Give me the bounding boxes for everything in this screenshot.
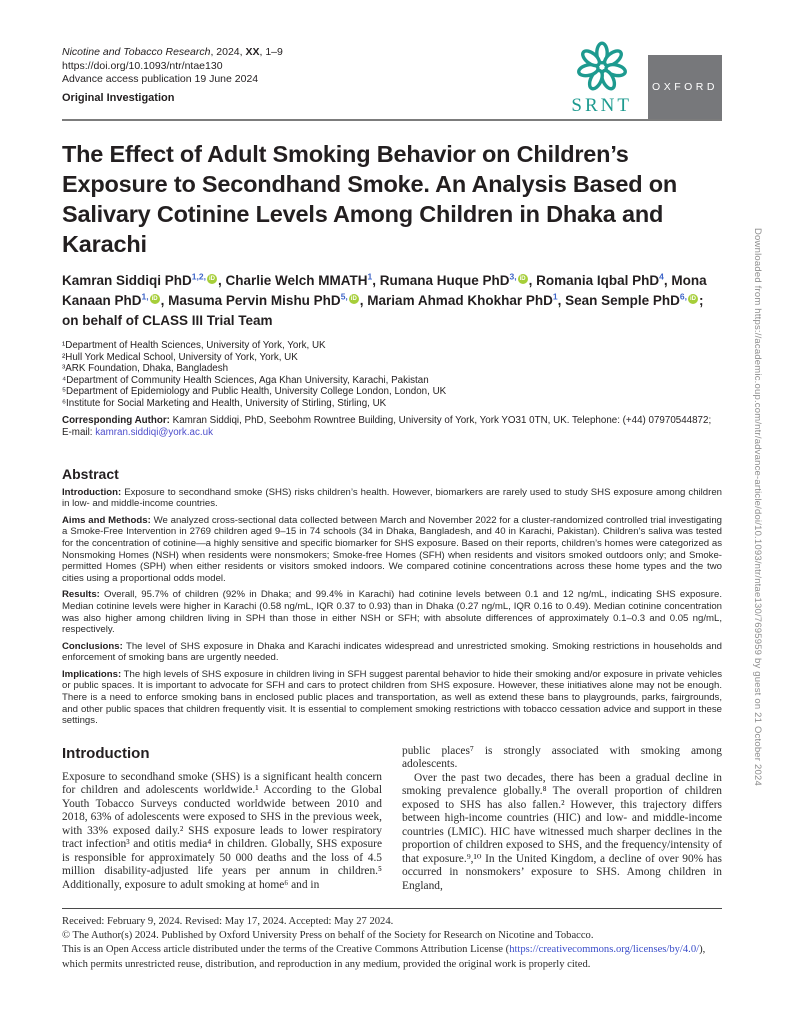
author: Masuma Pervin Mishu PhD$^{5,}$ iD , [168, 291, 368, 308]
author: Mona Kanaan PhD$^{1,}$ iD , [62, 273, 707, 308]
orcid-icon[interactable]: iD [689, 295, 696, 302]
srnt-knot-icon [575, 40, 629, 94]
abstract-paragraph-conclusions: Conclusions: The level of SHS exposure in Dhaka and Karachi indicates widespread and unrestricted smoking. Smoking restrictions in households and enforcement of smoking bans are urgently needed. [62, 640, 722, 664]
srnt-logo-text: SRNT [571, 95, 632, 116]
introduction-paragraph: Exposure to secondhand smoke (SHS) is a significant health concern for children and adolescents worldwide.¹ According to the Global Youth Tobacco Surveys conducted worldwide between 2010 and 2018, 63% of adolescents were exposed to SHS in the previous week, with 33% exposed daily.² SHS exposure leads to lower respiratory tract infection³ and otitis media⁴ in children. Globally, SHS exposure is responsible for approximately 50 000 deaths and the loss of 4.5 million disability-adjusted life years per annum in children.⁵ Additionally, exposure to adult smoking at home⁶ and in [62, 770, 382, 891]
srnt-logo [571, 40, 632, 119]
author-list [62, 271, 722, 331]
license-line: This is an Open Access article distributed under the terms of the Creative Commons Attribution License (https://creativecommons.org/licenses/by/4.0/), which permits unrestricted reuse, distribution, and reproduction in any medium, provided the original work is properly cited. [62, 944, 706, 970]
author: Romania Iqbal PhD$^4$, [536, 271, 672, 288]
author: Charlie Welch MMATH$^1$, [225, 271, 380, 288]
oxford-logo-text: OXFORD [652, 81, 718, 93]
article-footer [62, 908, 722, 972]
orcid-icon[interactable]: iD [151, 295, 158, 302]
journal-citation-line [62, 46, 283, 60]
abstract-paragraph-aims-methods: Aims and Methods: We analyzed cross-sectional data collected between March and November 2022 for a cluster-randomized controlled trial investigating a Smoke-Free Intervention in 2769 children aged 9–15 in 74 schools (34 in Dhaka, Bangladesh, and 40 in Karachi, Pakistan). Children’s saliva was tested for the concentration of cotinine—a highly sensitive and specific biomarker for SHS exposure. Based on their reports, children’s homes were categorized as Nonsmoking Homes (NSH) when residents were nonsmokers; Smoke-free Homes (SFH) when residents and visitors smoked outdoors only; and Smoke-permitted Homes (SPH) when either residents or visitors smoked indoors. We compared cotinine concentrations across these home types and the two cities using a proportional odds model. [62, 514, 722, 584]
author-affiliation-sup: 1, [141, 291, 149, 302]
doi-line: https://doi.org/10.1093/ntr/ntae130 [62, 59, 223, 72]
author: Mariam Ahmad Khokhar PhD$^1$, [367, 291, 566, 308]
affiliation: ⁴Department of Community Health Sciences, Aga Khan University, Karachi, Pakistan [62, 374, 429, 386]
journal-year: , 2024, [210, 46, 246, 58]
copyright-line: © The Author(s) 2024. Published by Oxford University Press on behalf of the Society for Research on Nicotine and Tobacco. [62, 930, 594, 942]
abstract-paragraph-implications: Implications: The high levels of SHS exposure in children living in SFH suggest parental behavior to hide their smoking and/or exposure in private vehicles or public spaces. It is important to advocate for SFH and cars to protect children from SHS exposure. However, these initiatives alone may not be enough. There is a need to enforce smoking bans in enclosed public places and transportation, as well as extend these bans to playgrounds, parks, fairgrounds, and other public spaces that children frequently visit. It is essential to complement smoking restrictions with tobacco cessation advice and support in these settings. [62, 668, 722, 727]
introduction-paragraph: Over the past two decades, there has been a gradual decline in smoking prevalence globally.⁸ The overall proportion of children exposed to SHS has also fallen.² However, this trajectory differs between high-income countries (HIC) and low- and middle-income countries (LMIC). HIC have witnessed much sharper declines in the proportion of children exposed to SHS, and the frequency/intensity of that exposure.⁹,¹⁰ In the United Kingdom, a decline of over 90% has occurred in nonsmokers’ exposure to SHS. Among children in England, [402, 771, 722, 892]
journal-name: Nicotine and Tobacco Research [62, 46, 211, 58]
abstract-section [62, 466, 722, 727]
affiliation: ¹Department of Health Sciences, University of York, York, UK [62, 340, 326, 351]
introduction-right-column [402, 745, 722, 894]
journal-volume: XX [245, 46, 260, 58]
affiliation-list [62, 340, 722, 410]
journal-meta [62, 46, 283, 119]
page-content [62, 0, 722, 893]
affiliation: ²Hull York Medical School, University of York, York, UK [62, 351, 298, 363]
affiliation: ⁶Institute for Social Marketing and Health, University of Stirling, Stirling, UK [62, 397, 387, 409]
abstract-paragraph-introduction: Introduction: Exposure to secondhand smoke (SHS) risks children’s health. However, biomarkers are rarely used to study SHS exposure among children in low- and middle-income countries. [62, 486, 722, 510]
author: Kamran Siddiqi PhD$^{1,2,}$ iD , [62, 271, 226, 288]
corresponding-author [62, 415, 722, 440]
introduction-section [62, 745, 722, 894]
orcid-icon[interactable]: iD [350, 295, 357, 302]
author-affiliation-sup: 5, [340, 291, 348, 302]
author-affiliation-sup: 6, [679, 291, 687, 302]
corresponding-author-email-link[interactable]: kamran.siddiqi@york.ac.uk [95, 427, 213, 439]
introduction-paragraph: public places⁷ is strongly associated with smoking among adolescents. [402, 744, 722, 771]
author-group-suffix: ; on behalf of CLASS III Trial Team [62, 293, 704, 328]
article-type-label: Original Investigation [62, 91, 175, 104]
author: Rumana Huque PhD$^{3,}$ iD , [379, 271, 537, 288]
advance-access-line: Advance access publication 19 June 2024 [62, 73, 259, 85]
header-divider [62, 119, 722, 121]
page-header [62, 0, 722, 119]
author-affiliation-sup: 1 [367, 271, 373, 282]
affiliation: ⁵Department of Epidemiology and Public Health, University College London, London, UK [62, 386, 447, 398]
author-affiliation-sup: 1 [552, 291, 558, 302]
license-url-link[interactable]: https://creativecommons.org/licenses/by/4.0/ [509, 944, 700, 956]
orcid-icon[interactable]: iD [208, 275, 215, 282]
introduction-left-column [62, 745, 382, 894]
download-provenance-note: Downloaded from https://academic.oup.com/ntr/advance-article/doi/10.1093/ntr/ntae130/7695959 by guest on 21 October 2024 [752, 228, 763, 786]
received-dates-line: Received: February 9, 2024. Revised: May 17, 2024. Accepted: May 27 2024. [62, 916, 394, 927]
journal-pages: , 1–9 [259, 46, 283, 58]
publisher-logos [571, 40, 722, 119]
author-affiliation-sup: 3, [509, 271, 517, 282]
paper-title: The Effect of Adult Smoking Behavior on Children’s Exposure to Secondhand Smoke. An Analysis Based on Salivary Cotinine Levels Among Children in Dhaka and Karachi [62, 141, 678, 257]
introduction-heading: Introduction [62, 744, 150, 762]
oxford-logo [648, 55, 722, 119]
affiliation: ³ARK Foundation, Dhaka, Bangladesh [62, 363, 229, 375]
corresponding-author-label: Corresponding Author: [62, 414, 170, 426]
author-affiliation-sup: 4 [659, 271, 664, 282]
abstract-heading: Abstract [62, 465, 119, 482]
orcid-icon[interactable]: iD [519, 275, 526, 282]
corresponding-author-text: Kamran Siddiqi, PhD, Seebohm Rowntree Building, University of York, York YO31 0TN, UK. Telephone: (+44) 07970544872; E-mail: [62, 414, 712, 439]
abstract-paragraph-results: Results: Overall, 95.7% of children (92% in Dhaka; and 99.4% in Karachi) had cotinine levels between 0.1 and 12 ng/mL, indicating SHS exposure. Median cotinine levels were higher in Karachi (0.58 ng/mL, IQR 0.37 to 0.93) than in Dhaka (0.27 ng/mL, IQR 0.16 to 0.49). Median cotinine concentration was also higher among children living in SPH than those in either NSH or SFH; with absolute differences of approximately 0.1–0.3 and 0.05 ng/mL, respectively. [62, 589, 722, 636]
author: Sean Semple PhD$^{6,}$ iD [565, 291, 696, 308]
author-affiliation-sup: 1,2, [191, 271, 206, 282]
